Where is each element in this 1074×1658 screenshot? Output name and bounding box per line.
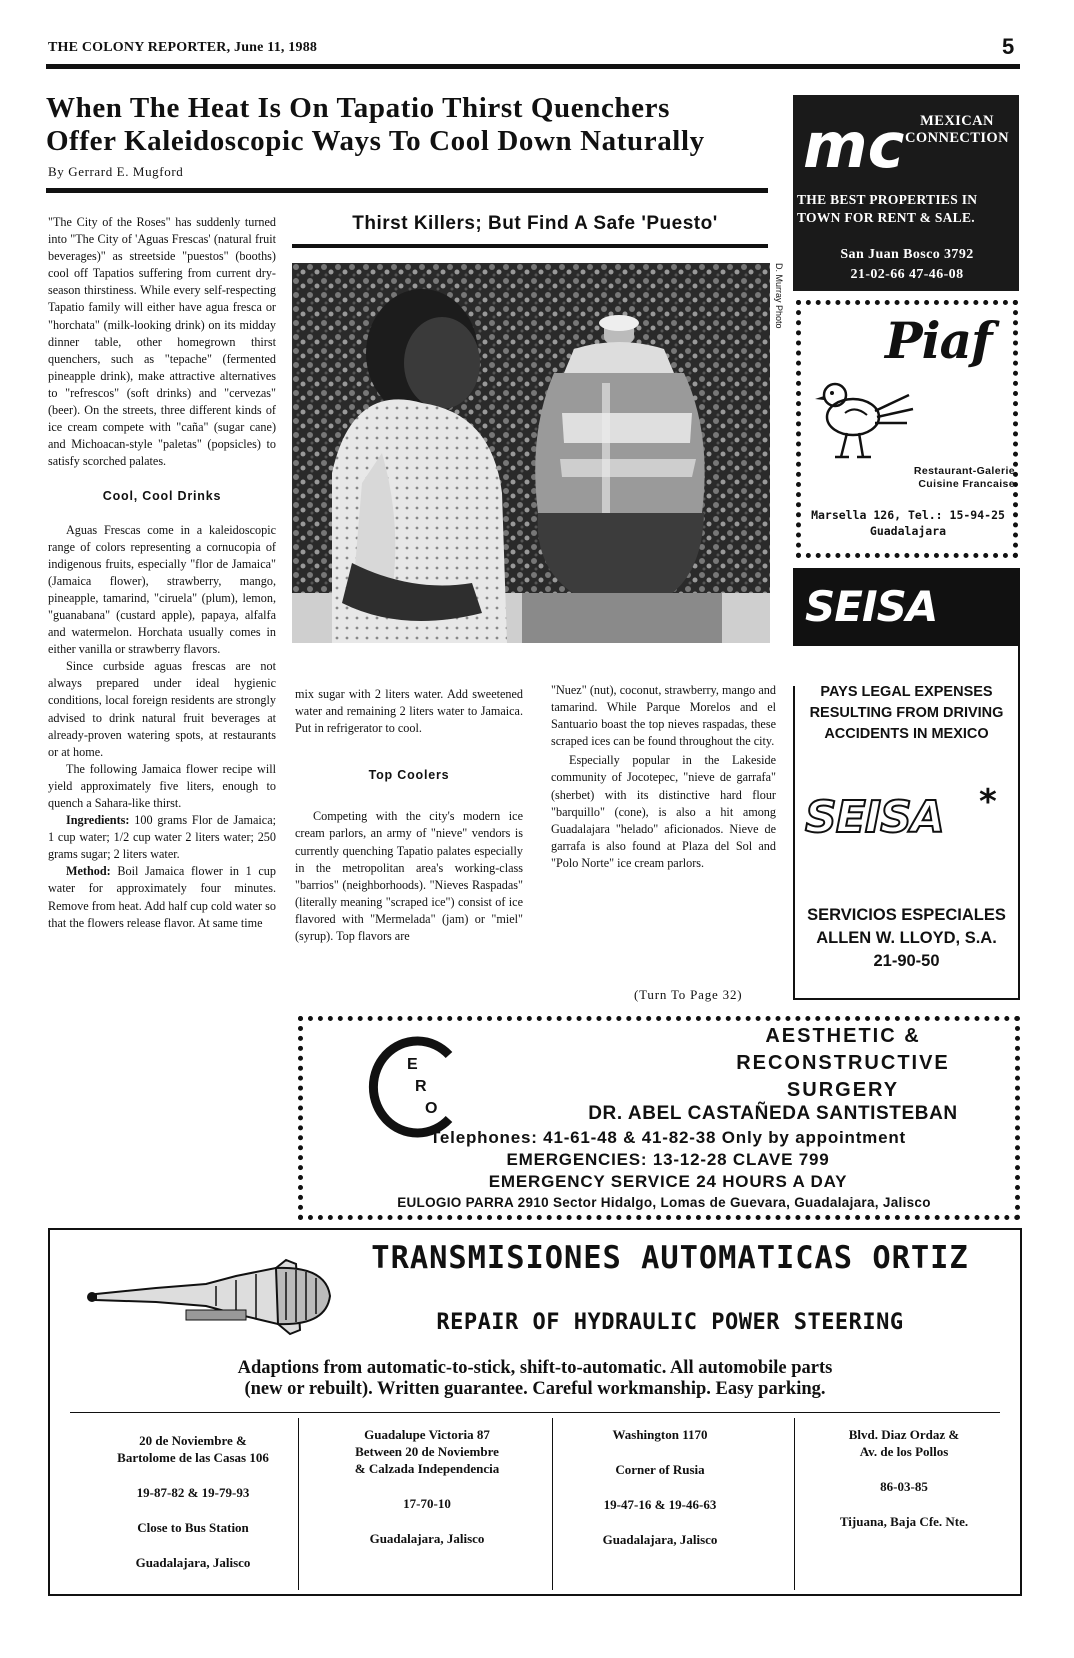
divider <box>794 1418 795 1590</box>
branch-1-city: Guadalajara, Jalisco <box>135 1555 251 1570</box>
method-paragraph <box>48 863 276 931</box>
divider <box>70 1412 1000 1413</box>
branch-2-line-c: & Calzada Independencia <box>354 1461 500 1476</box>
transmisiones-description-line-2: (new or rebuilt). Written guarantee. Careful workmanship. Easy parking. <box>244 1379 826 1399</box>
photo-illustration <box>292 263 770 643</box>
piaf-contact <box>803 507 1013 539</box>
transmission-icon <box>86 1250 346 1340</box>
article-column-1 <box>48 214 276 932</box>
branch-4-line-a: Blvd. Diaz Ordaz & <box>848 1427 960 1442</box>
border-gap <box>793 646 795 686</box>
subhead: Thirst Killers; But Find A Safe 'Puesto' <box>352 213 718 234</box>
seisa-ad <box>793 568 1020 1000</box>
mc-logo-text: mc <box>803 109 905 181</box>
byline: By Gerrard E. Mugford <box>48 164 184 179</box>
mc-name: MEXICAN CONNECTION <box>905 113 1009 146</box>
branch-3 <box>560 1426 760 1548</box>
emblem-letter-r: R <box>415 1078 427 1095</box>
divider <box>552 1418 553 1590</box>
surgery-title-line-1: AESTHETIC & <box>765 1025 921 1047</box>
branch-1-line-a: 20 de Noviembre & <box>139 1433 247 1448</box>
branch-1-line-b: Bartolome de las Casas 106 <box>117 1450 269 1465</box>
surgery-title-line-2: RECONSTRUCTIVE <box>736 1052 950 1074</box>
paragraph: Especially popular in the Lakeside community of Jocotepec, "nieve de garrafa" (sherbet) with its distinctive hard flour "barquillo" (cone), is also a hit among Guadalajara "helado" aficionados. Nieve de garrafa is also found at Plaza del Sol and "Polo Norte" ice cream parlors. <box>551 753 776 870</box>
branch-3-phones: 19-47-16 & 19-46-63 <box>603 1497 717 1512</box>
branch-4-line-b: Av. de los Pollos <box>859 1444 949 1459</box>
branch-3-line-a: Washington 1170 <box>612 1427 708 1442</box>
section-heading-cool-drinks: Cool, Cool Drinks <box>102 489 222 504</box>
method-label: Method: <box>66 864 111 879</box>
ingredients-label: Ingredients: <box>66 813 130 828</box>
seisa-pays-line-2: RESULTING FROM DRIVING <box>809 705 1004 721</box>
transmisiones-repair: REPAIR OF HYDRAULIC POWER STEERING <box>436 1310 904 1335</box>
piaf-name: Piaf <box>885 311 992 370</box>
headline <box>46 92 766 158</box>
headline-line-1: When The Heat Is On Tapatio Thirst Quenchers <box>46 92 670 124</box>
seisa-services <box>797 904 1016 973</box>
running-head: THE COLONY REPORTER, June 11, 1988 <box>48 40 318 55</box>
article-column-2 <box>295 686 523 945</box>
seisa-pays-text <box>799 682 1014 745</box>
paragraph: Aguas Frescas come in a kaleidoscopic range of colors representing a cornucopia of indigenous fruits, especially "flor de Jamaica" (Jamaica flower), strawberry, mango, pineapple, tamarind, "ciruela" (plum), lemon, "guanabana" (custard apple), papaya, alfalfa and watermelon. Horchata usually comes in either vanilla or strawberry flavors. <box>48 522 276 657</box>
surgery-ad <box>298 1016 1020 1220</box>
emblem-letter-o: O <box>425 1100 438 1117</box>
vendor-photo <box>292 263 770 643</box>
ingredients-paragraph <box>48 812 276 863</box>
branch-1 <box>78 1432 308 1571</box>
method-text: Boil Jamaica flower in 1 cup water for approximately four minutes. Remove from heat. Add half cup cold water so that the flowers release flavor. At same time <box>48 864 276 930</box>
seisa-services-line-1: SERVICIOS ESPECIALES <box>807 906 1006 924</box>
bird-icon <box>811 365 921 475</box>
branch-2-line-a: Guadalupe Victoria 87 <box>364 1427 490 1442</box>
mc-contact <box>797 245 1017 285</box>
headline-rule <box>46 188 768 193</box>
piaf-description <box>881 465 1015 491</box>
surgery-emergencies: EMERGENCIES: 13-12-28 CLAVE 799 <box>506 1150 830 1169</box>
paragraph: "Nuez" (nut), coconut, strawberry, mango and tamarind. While Parque Morelos and el Santuario boast the top nieves raspadas, these scraped ices can be found throughout the city. <box>551 683 776 749</box>
branch-3-city: Guadalajara, Jalisco <box>602 1532 718 1547</box>
header-rule <box>46 64 1020 69</box>
paragraph: Competing with the city's modern ice cream parlors, an army of "nieve" vendors is currently quenching Tapatio palates especially in the metropolitan area's working-class "barrios" (neighborhoods). "Nieves Raspadas" (literally meaning "scraped ice") consist of ice flavored with "Mermelada" (jam) or "miel" (syrup). Top flavors are <box>295 809 523 944</box>
seisa-asterisk: * <box>979 782 997 822</box>
surgery-title-line-3: SURGERY <box>786 1079 900 1101</box>
piaf-ad <box>796 300 1018 558</box>
paragraph: Since curbside aguas frescas are not always prepared under ideal hygienic conditions, local foreign residents are strongly advised to drink natural fruit beverages at already-proven watering spots, at restaurants or at home. <box>48 659 276 759</box>
surgery-phones: Telephones: 41-61-48 & 41-82-38 Only by appointment <box>430 1128 906 1147</box>
mc-tagline: THE BEST PROPERTIES IN TOWN FOR RENT & SALE. <box>797 192 978 225</box>
paragraph: The following Jamaica flower recipe will yield approximately five liters, enough to quench a Sahara-like thirst. <box>48 761 276 810</box>
seisa-logo-outline: SEISA <box>805 792 944 843</box>
emblem-letter-c: C <box>365 1033 366 1034</box>
piaf-city: Guadalajara <box>869 524 947 538</box>
branch-2-phone: 17-70-10 <box>403 1496 451 1511</box>
emblem-letter-e: E <box>407 1056 418 1073</box>
surgery-service: EMERGENCY SERVICE 24 HOURS A DAY <box>488 1172 848 1191</box>
section-heading-top-coolers: Top Coolers <box>368 768 450 783</box>
transmisiones-ad <box>48 1228 1022 1596</box>
branch-2-city: Guadalajara, Jalisco <box>369 1531 485 1546</box>
surgery-title <box>683 1023 1003 1104</box>
mc-address: San Juan Bosco 3792 <box>840 247 974 262</box>
transmisiones-description <box>110 1358 960 1400</box>
photo-credit: D. Murray Photo <box>774 263 784 329</box>
transmisiones-name: TRANSMISIONES AUTOMATICAS ORTIZ <box>371 1240 969 1276</box>
branch-4-phone: 86-03-85 <box>880 1479 928 1494</box>
branch-4 <box>804 1426 1004 1530</box>
seisa-logo: SEISA <box>805 582 938 631</box>
cero-emblem-icon <box>365 1033 467 1141</box>
paragraph: mix sugar with 2 liters water. Add sweetened water and remaining 2 liters water to Jamaica. Put in refrigerator to cool. <box>295 687 523 736</box>
surgery-doctor: DR. ABEL CASTAÑEDA SANTISTEBAN <box>588 1103 958 1124</box>
surgery-contact <box>343 1127 993 1193</box>
branch-3-line-b: Corner of Rusia <box>615 1462 705 1477</box>
intro-paragraph: "The City of the Roses" has suddenly turned into "The City of 'Aguas Frescas' (natural fruit beverages)" as streetside "puestos" (booths) cool off Tapatios suffering from current dry-season thirstiness. While every self-respecting Tapatio family will either have agua fresca or "horchata" (milk-looking drink) on its midday dinner table, other homegrown thirst quenchers, such as "tepache" (fermented pineapple drink), make attractive alternatives to "refrescos" (soft drinks) and "cervezas" (beer). On the streets, three different kinds of ice cream compete with "caña" (sugar cane) and Michoacan-style "paletas" (popsicles) to satisfy scorched palates. <box>48 215 276 469</box>
headline-line-2: Offer Kaleidoscopic Ways To Cool Down Naturally <box>46 125 705 157</box>
seisa-pays-line-1: PAYS LEGAL EXPENSES <box>820 684 993 700</box>
seisa-phone: 21-90-50 <box>873 952 940 970</box>
piaf-address: Marsella 126, Tel.: 15-94-25 <box>811 508 1005 522</box>
piaf-line-2: Cuisine Francaise <box>918 478 1015 490</box>
transmisiones-description-line-1: Adaptions from automatic-to-stick, shift-to-automatic. All automobile parts <box>237 1358 833 1378</box>
page-number: 5 <box>1002 34 1015 59</box>
branch-1-phones: 19-87-82 & 19-79-93 <box>136 1485 250 1500</box>
turn-to-page: (Turn To Page 32) <box>634 987 743 1002</box>
branch-1-note: Close to Bus Station <box>137 1520 249 1535</box>
mc-phones: 21-02-66 47-46-08 <box>850 267 964 282</box>
surgery-address: EULOGIO PARRA 2910 Sector Hidalgo, Lomas de Guevara, Guadalajara, Jalisco <box>397 1195 931 1210</box>
branch-2-line-b: Between 20 de Noviembre <box>355 1444 499 1459</box>
ingredients-text: 100 grams Flor de Jamaica; 1 cup water; 1/2 cup water 2 liters water; 250 grams sugar; 2 liters water. <box>48 813 276 862</box>
subhead-rule <box>292 244 768 248</box>
divider <box>298 1418 299 1590</box>
article-column-3 <box>551 682 776 872</box>
mexican-connection-ad <box>793 95 1019 291</box>
piaf-line-1: Restaurant-Galerie <box>913 465 1015 477</box>
seisa-pays-line-3: ACCIDENTS IN MEXICO <box>824 726 989 742</box>
seisa-services-line-2: ALLEN W. LLOYD, S.A. <box>816 929 997 947</box>
branch-4-city: Tijuana, Baja Cfe. Nte. <box>839 1514 969 1529</box>
branch-2 <box>312 1426 542 1547</box>
